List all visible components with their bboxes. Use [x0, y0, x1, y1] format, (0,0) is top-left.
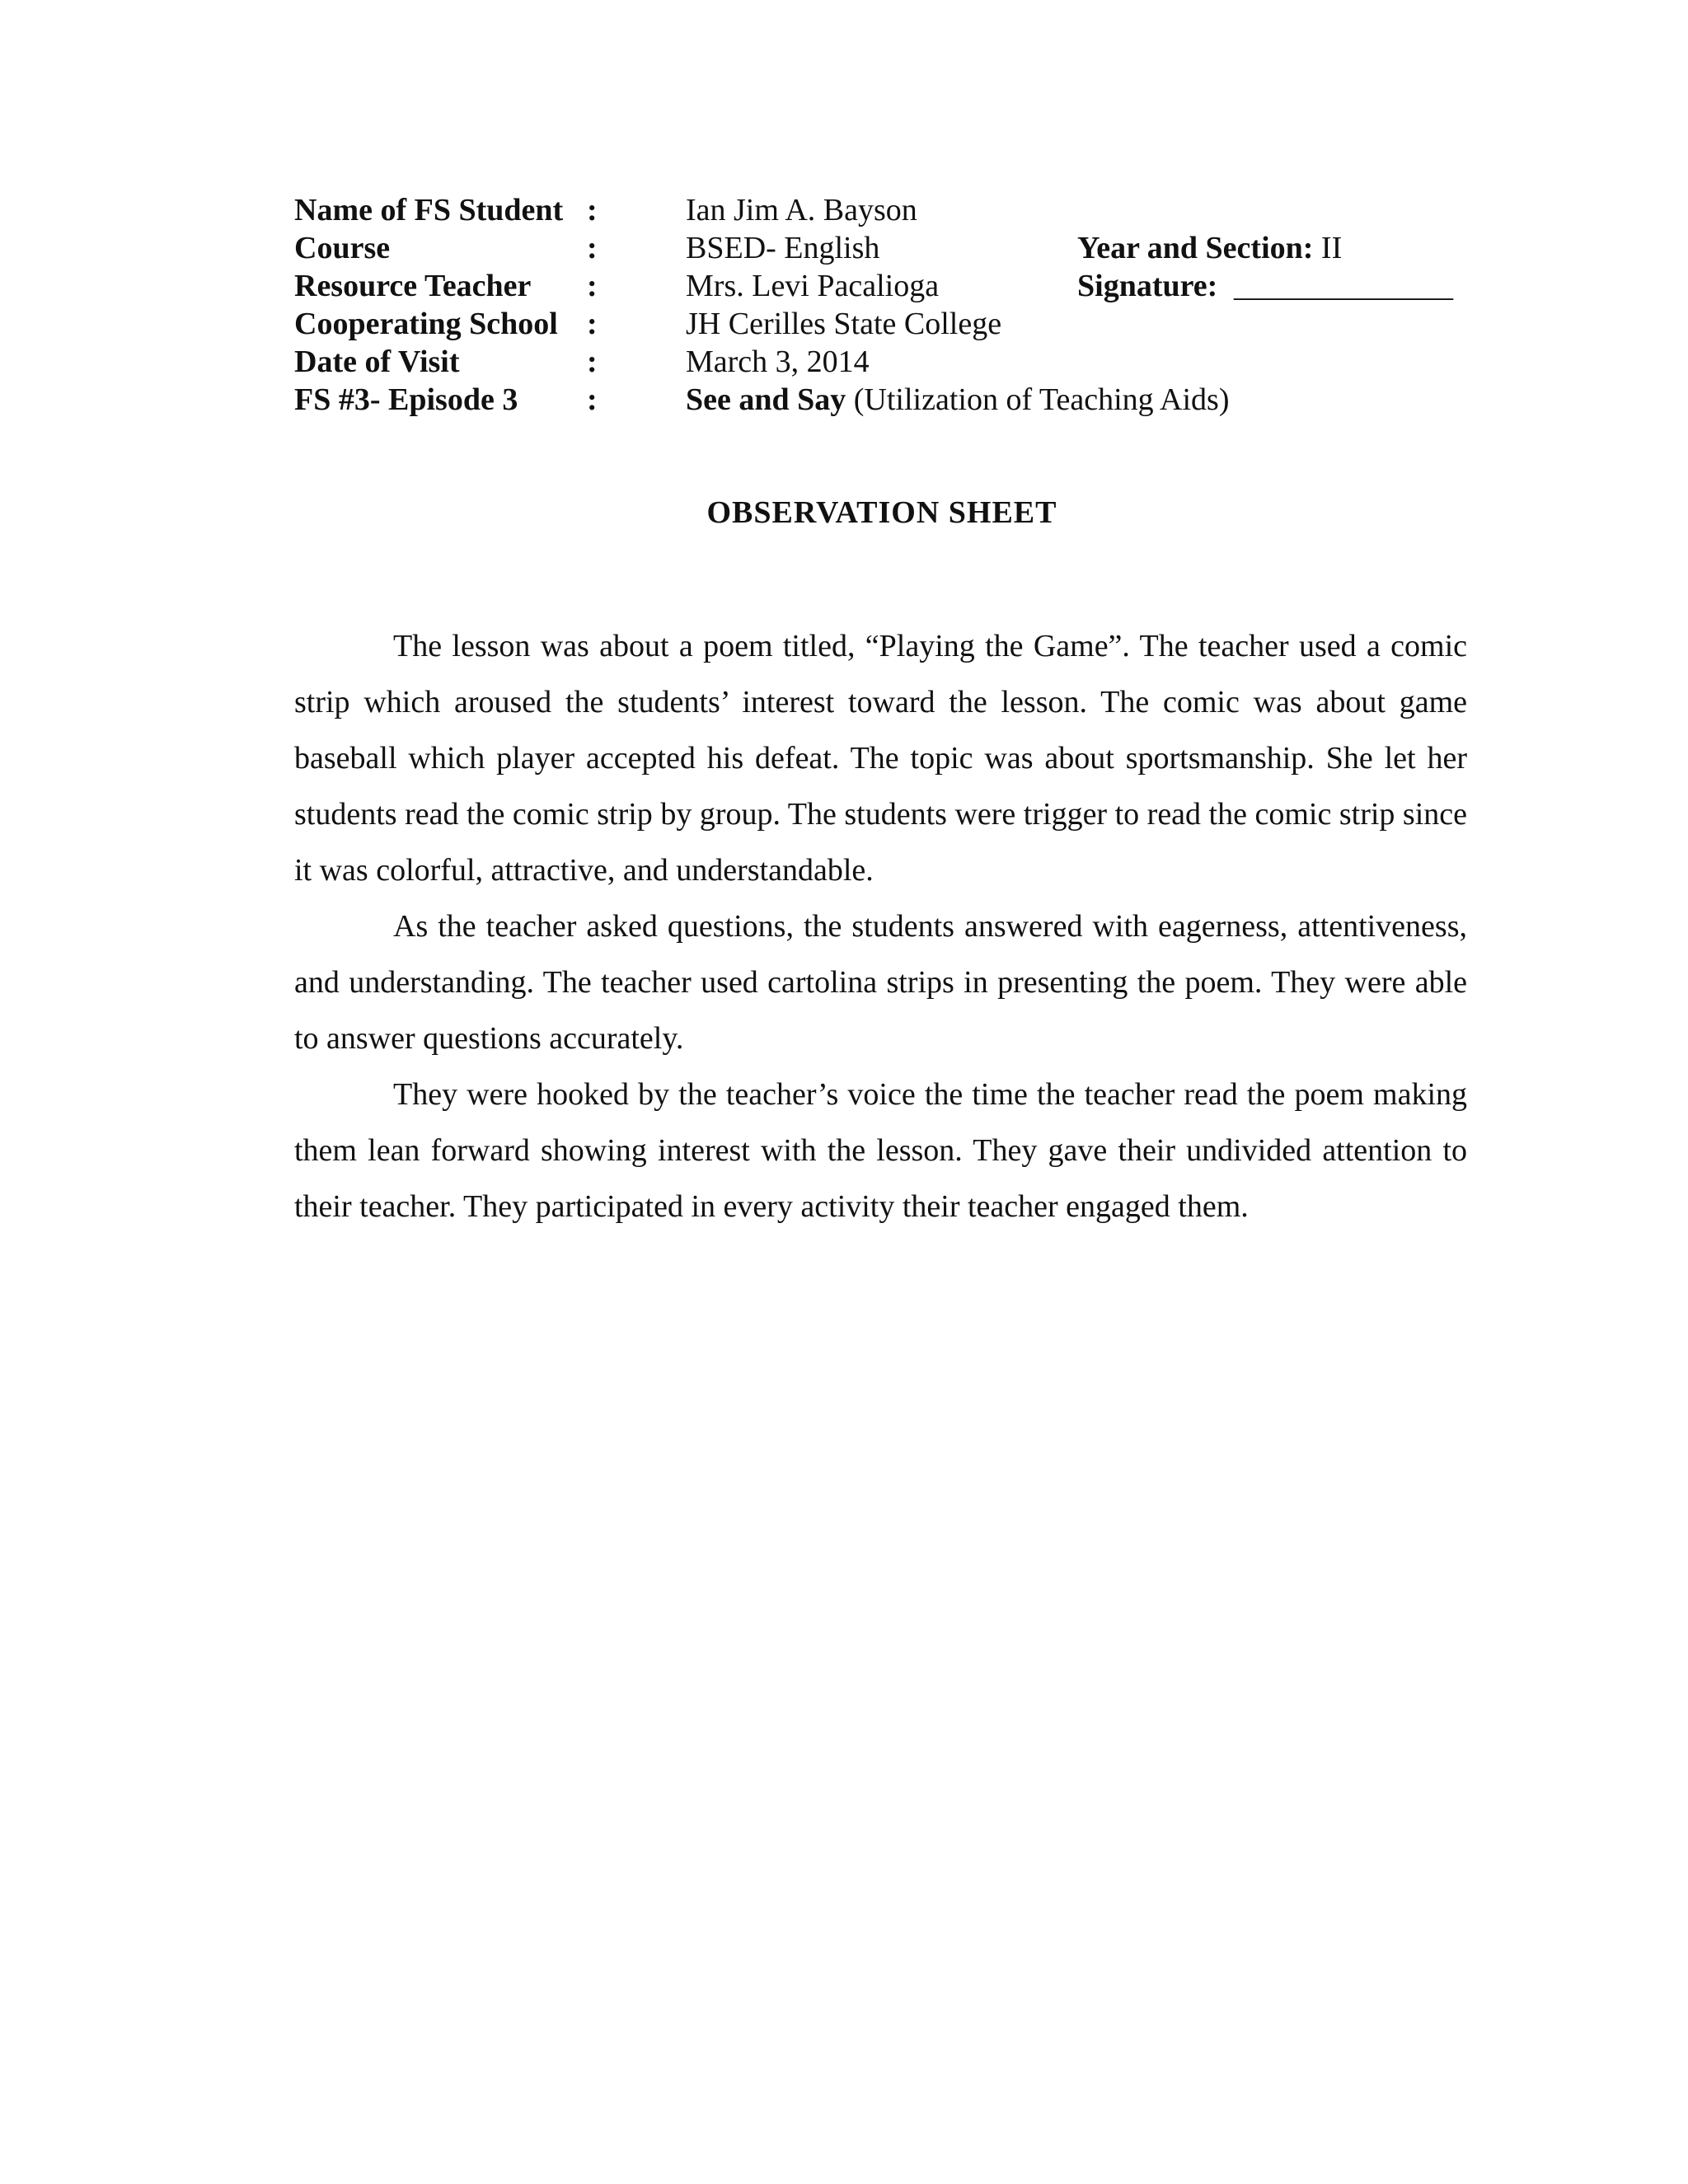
student-info-header — [294, 191, 1473, 419]
colon: : — [587, 344, 598, 379]
year-section-value: II — [1313, 231, 1343, 265]
episode-subtitle: (Utilization of Teaching Aids) — [846, 382, 1230, 417]
header-row-resource-teacher — [294, 267, 1473, 305]
student-name-label: Name of FS Student — [294, 193, 564, 227]
student-name-value: Ian Jim A. Bayson — [686, 193, 917, 227]
colon: : — [587, 382, 598, 417]
header-row-course — [294, 229, 1473, 267]
header-row-episode — [294, 381, 1473, 419]
date-of-visit-label: Date of Visit — [294, 344, 460, 379]
signature-line: ______________ — [1234, 269, 1453, 303]
paragraph: The lesson was about a poem titled, “Playing the Game”. The teacher used a comic strip which aroused the students’ interest toward the lesson. The comic was about game baseball which player accepted his defeat. The topic was about sportsmanship. She let her students read the comic strip by group. The students were trigger to read the comic strip since it was colorful, attractive, and understandable. — [294, 629, 1467, 888]
course-value: BSED- English — [686, 231, 880, 265]
paragraph: As the teacher asked questions, the students answered with eagerness, attentiveness, and understanding. The teacher used cartolina strips in presenting the poem. They were able to answer questions accurately. — [294, 909, 1467, 1056]
year-section-label: Year and Section: — [1077, 231, 1314, 265]
course-label: Course — [294, 231, 391, 265]
signature-label: Signature: — [1077, 269, 1218, 303]
page-title: OBSERVATION SHEET — [706, 495, 1057, 530]
colon: : — [587, 193, 598, 227]
resource-teacher-label: Resource Teacher — [294, 269, 532, 303]
date-of-visit-value: March 3, 2014 — [686, 344, 870, 379]
paragraph: They were hooked by the teacher’s voice the time the teacher read the poem making them lean forward showing interest with the lesson. They gave their undivided attention to their teacher. They participated in every activity their teacher engaged them. — [294, 1077, 1467, 1224]
header-row-student-name — [294, 191, 1473, 229]
cooperating-school-value: JH Cerilles State College — [686, 307, 1002, 341]
resource-teacher-value: Mrs. Levi Pacalioga — [686, 269, 940, 303]
episode-value — [686, 381, 1229, 419]
observation-body — [294, 618, 1467, 1235]
colon: : — [587, 231, 598, 265]
header-row-date-of-visit — [294, 343, 1473, 381]
cooperating-school-label: Cooperating School — [294, 307, 558, 341]
year-section-field — [1077, 229, 1342, 267]
episode-title: See and Say — [686, 382, 846, 417]
episode-label: FS #3- Episode 3 — [294, 382, 518, 417]
colon: : — [587, 269, 598, 303]
colon: : — [587, 307, 598, 341]
header-row-cooperating-school — [294, 305, 1473, 343]
